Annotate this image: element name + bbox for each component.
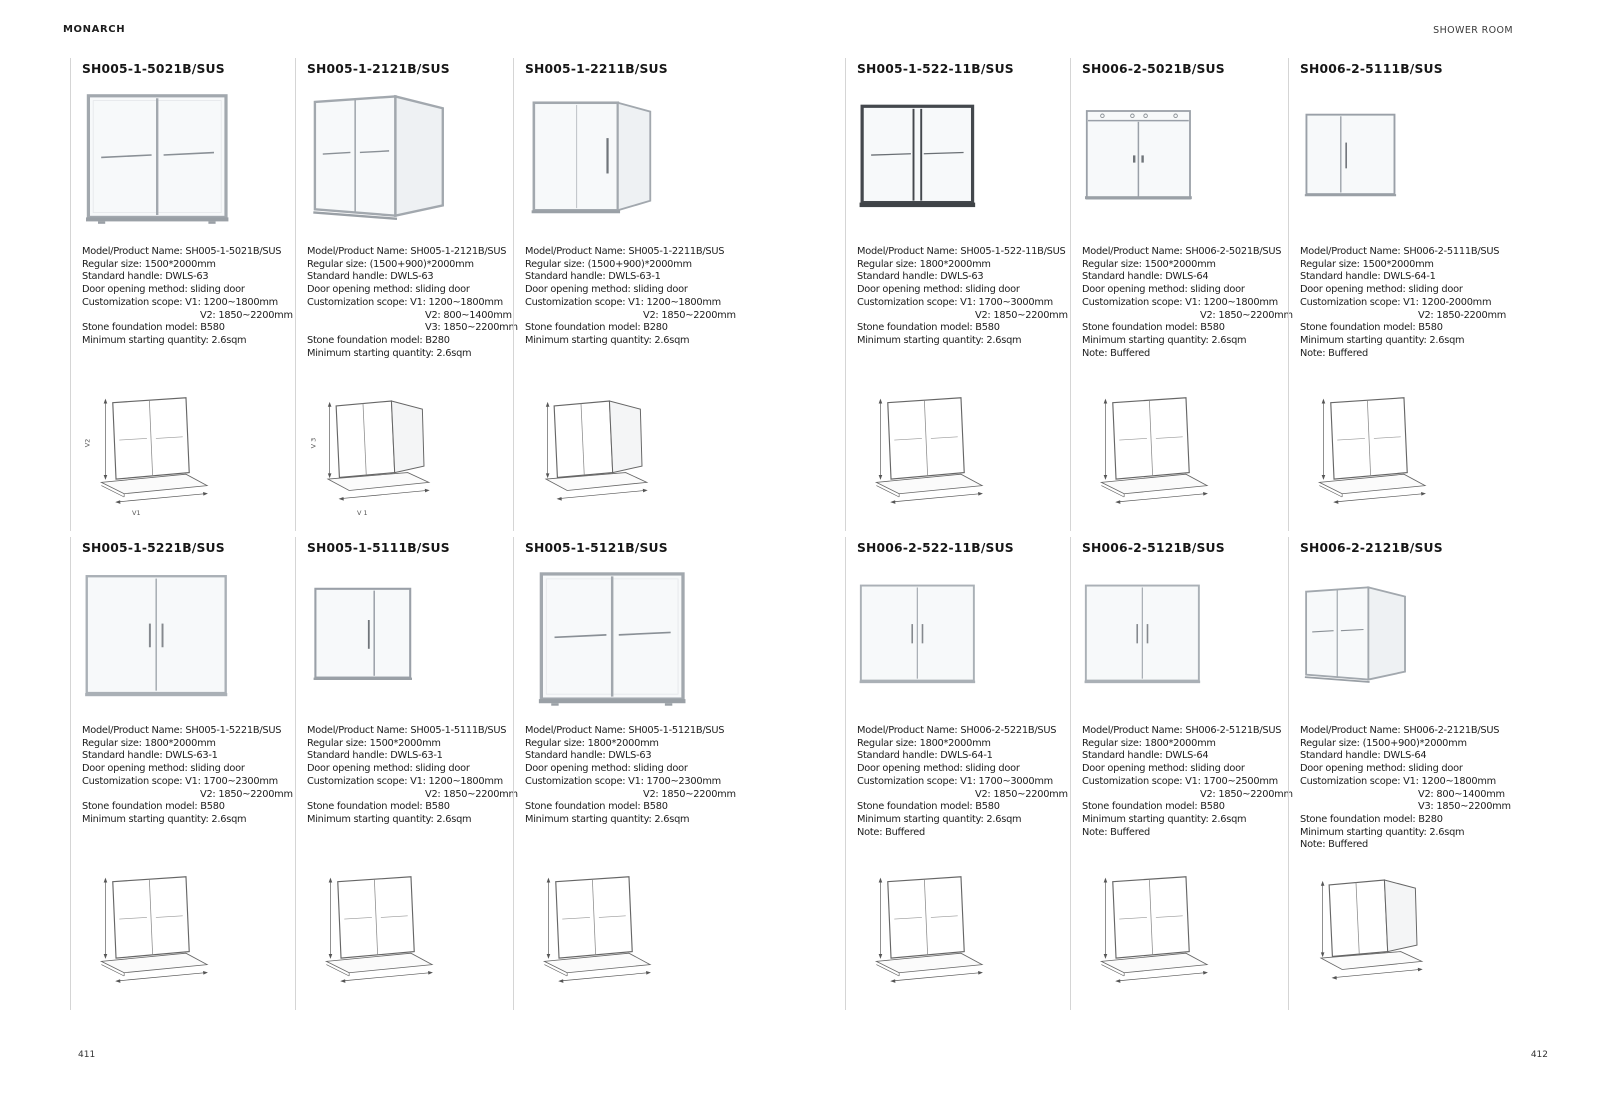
dimension-diagram-drawing	[90, 862, 212, 994]
spec-line: Customization scope: V1: 1200~1800mm	[307, 775, 503, 787]
spec-line: Customization scope: V1: 1700~3000mm	[857, 775, 1053, 787]
shower-door-drawing	[1300, 569, 1416, 701]
spec-line: Model/Product Name: SH005-1-5121B/SUS	[525, 725, 725, 736]
spec-line: V2: 1850~2200mm	[975, 788, 1068, 800]
spec-line: Regular size: 1800*2000mm	[1082, 737, 1216, 749]
spec-line: Note: Buffered	[1082, 347, 1151, 359]
spec-line: Door opening method: sliding door	[1082, 284, 1245, 296]
dimension-diagram-drawing	[1308, 383, 1430, 515]
spec-line: Standard handle: DWLS-63-1	[525, 271, 661, 283]
spec-line: Regular size: 1500*2000mm	[82, 258, 216, 270]
spec-line: Regular size: 1800*2000mm	[82, 737, 216, 749]
page-number-right: 412	[1530, 1050, 1548, 1060]
shower-door-drawing	[1300, 90, 1402, 222]
spec-line: V2: 1850~2200mm	[975, 309, 1068, 321]
diagram-width-label: V 1	[357, 509, 368, 517]
product-title: SH005-1-2121B/SUS	[307, 62, 450, 76]
product-figure	[1082, 85, 1282, 244]
product-specs	[307, 723, 518, 856]
spec-line: V2: 1850~2200mm	[200, 788, 293, 800]
product-figure	[857, 564, 1064, 723]
product-title: SH006-2-522-11B/SUS	[857, 541, 1014, 555]
product-title: SH006-2-5111B/SUS	[1300, 62, 1443, 76]
spec-line: Model/Product Name: SH005-1-5111B/SUS	[307, 725, 507, 736]
spec-line: Note: Buffered	[857, 826, 926, 838]
spec-line: Customization scope: V1: 1200~1800mm	[1082, 296, 1278, 308]
product-title: SH006-2-5021B/SUS	[1082, 62, 1225, 76]
spec-line: Model/Product Name: SH005-1-522-11B/SUS	[857, 246, 1066, 257]
spec-line: Model/Product Name: SH005-1-2211B/SUS	[525, 246, 725, 257]
product-figure	[1082, 564, 1282, 723]
brand-label: MONARCH	[63, 24, 126, 35]
spec-line: Door opening method: sliding door	[525, 763, 688, 775]
product-dimension-diagram	[857, 856, 1064, 1004]
spec-line: Stone foundation model: B580	[857, 801, 1000, 813]
spec-line: Standard handle: DWLS-64	[1082, 271, 1209, 283]
spec-line: Regular size: 1800*2000mm	[857, 258, 991, 270]
product-title: SH005-1-5111B/SUS	[307, 541, 450, 555]
product-dimension-diagram	[1300, 377, 1545, 525]
spec-line: Standard handle: DWLS-64-1	[1300, 271, 1436, 283]
spec-line: Door opening method: sliding door	[857, 763, 1020, 775]
spec-line: Standard handle: DWLS-63	[857, 271, 984, 283]
page-number-left: 411	[78, 1050, 96, 1060]
product-title: SH006-2-5121B/SUS	[1082, 541, 1225, 555]
product-dimension-diagram	[82, 377, 289, 525]
spec-line: Regular size: (1500+900)*2000mm	[1300, 737, 1467, 749]
product-cell	[70, 537, 295, 1010]
spec-line: Standard handle: DWLS-64-1	[857, 750, 993, 762]
product-cell	[845, 537, 1070, 1010]
product-title: SH005-1-5221B/SUS	[82, 541, 225, 555]
product-specs	[82, 244, 293, 377]
spec-line: Stone foundation model: B580	[1082, 801, 1225, 813]
spec-line: Stone foundation model: B580	[1082, 322, 1225, 334]
product-dimension-diagram	[857, 377, 1064, 525]
product-specs	[857, 244, 1068, 377]
shower-door-drawing	[857, 90, 979, 224]
dimension-diagram-drawing	[90, 383, 212, 515]
product-specs	[857, 723, 1068, 856]
diagram-height-label: V 3	[309, 437, 318, 449]
product-figure	[857, 85, 1064, 244]
spec-line: Minimum starting quantity: 2.6sqm	[857, 334, 1022, 346]
spec-line: Minimum starting quantity: 2.6sqm	[307, 813, 472, 825]
spec-line: Standard handle: DWLS-63	[82, 271, 209, 283]
spec-line: Regular size: 1800*2000mm	[857, 737, 991, 749]
dimension-diagram-drawing	[315, 383, 437, 515]
spec-line: Minimum starting quantity: 2.6sqm	[82, 334, 247, 346]
product-title: SH006-2-2121B/SUS	[1300, 541, 1443, 555]
product-figure	[82, 564, 289, 723]
spec-line: Door opening method: sliding door	[1300, 284, 1463, 296]
spec-line: Customization scope: V1: 1200~1800mm	[1300, 775, 1496, 787]
spec-line: Regular size: (1500+900)*2000mm	[525, 258, 692, 270]
spec-line: Model/Product Name: SH006-2-5221B/SUS	[857, 725, 1057, 736]
product-cell	[70, 58, 295, 531]
spec-line: Stone foundation model: B280	[1300, 813, 1443, 825]
spec-line: Minimum starting quantity: 2.6sqm	[525, 813, 690, 825]
spec-line: Regular size: 1500*2000mm	[1300, 258, 1434, 270]
spec-line: Stone foundation model: B580	[857, 322, 1000, 334]
spec-line: Model/Product Name: SH006-2-5021B/SUS	[1082, 246, 1282, 257]
spec-line: Standard handle: DWLS-64	[1082, 750, 1209, 762]
dimension-diagram-drawing	[533, 862, 655, 994]
product-title: SH005-1-522-11B/SUS	[857, 62, 1014, 76]
spec-line: Door opening method: sliding door	[1300, 763, 1463, 775]
spec-line: Door opening method: sliding door	[307, 763, 470, 775]
spec-line: Standard handle: DWLS-63-1	[307, 750, 443, 762]
product-cell	[1070, 537, 1293, 1010]
spec-line: Stone foundation model: B580	[82, 801, 225, 813]
product-cell	[295, 537, 518, 1010]
shower-door-drawing	[525, 90, 665, 226]
shower-door-drawing	[525, 569, 701, 709]
spec-line: Stone foundation model: B580	[82, 322, 225, 334]
spec-line: Minimum starting quantity: 2.6sqm	[857, 813, 1022, 825]
diagram-height-label: V2	[83, 438, 92, 448]
spec-line: Regular size: 1500*2000mm	[307, 737, 441, 749]
spec-line: Minimum starting quantity: 2.6sqm	[1300, 334, 1465, 346]
spec-line: Customization scope: V1: 1200~1800mm	[307, 296, 503, 308]
spec-line: V2: 800~1400mm	[425, 309, 512, 321]
product-dimension-diagram	[525, 856, 770, 1004]
spec-line: Door opening method: sliding door	[1082, 763, 1245, 775]
dimension-diagram-drawing	[865, 862, 987, 994]
product-specs	[525, 723, 770, 856]
shower-door-drawing	[82, 569, 232, 705]
product-specs	[82, 723, 293, 856]
spec-line: Stone foundation model: B580	[525, 801, 668, 813]
product-cell	[1288, 537, 1551, 1010]
product-cell	[1070, 58, 1293, 531]
spec-line: V3: 1850~2200mm	[425, 322, 518, 334]
product-cell	[1288, 58, 1551, 531]
spec-line: Model/Product Name: SH006-2-5121B/SUS	[1082, 725, 1282, 736]
dimension-diagram-drawing	[315, 862, 437, 994]
dimension-diagram-drawing	[533, 383, 655, 515]
spec-line: Customization scope: V1: 1200~1800mm	[82, 296, 278, 308]
spec-line: V2: 1850~2200mm	[200, 309, 293, 321]
product-cell	[513, 537, 776, 1010]
product-figure	[82, 85, 289, 244]
product-figure	[1300, 85, 1545, 244]
dimension-diagram-drawing	[1090, 383, 1212, 515]
product-title: SH005-1-2211B/SUS	[525, 62, 668, 76]
spec-line: Model/Product Name: SH006-2-5111B/SUS	[1300, 246, 1500, 257]
spec-line: Door opening method: sliding door	[82, 763, 245, 775]
product-dimension-diagram	[525, 377, 770, 525]
spec-line: Standard handle: DWLS-63-1	[82, 750, 218, 762]
dimension-diagram-drawing	[1308, 862, 1430, 994]
spec-line: Note: Buffered	[1082, 826, 1151, 838]
spec-line: Model/Product Name: SH006-2-2121B/SUS	[1300, 725, 1500, 736]
spec-line: V2: 1850~2200mm	[1200, 788, 1293, 800]
product-figure	[525, 564, 770, 723]
spec-line: V2: 1850~2200mm	[425, 788, 518, 800]
product-cell	[295, 58, 518, 531]
shower-door-drawing	[1082, 90, 1196, 222]
spec-line: Door opening method: sliding door	[307, 284, 470, 296]
shower-door-drawing	[307, 569, 421, 701]
spec-line: Stone foundation model: B280	[307, 334, 450, 346]
spec-line: Regular size: 1500*2000mm	[1082, 258, 1216, 270]
product-title: SH005-1-5021B/SUS	[82, 62, 225, 76]
spec-line: Minimum starting quantity: 2.6sqm	[525, 334, 690, 346]
spec-line: Minimum starting quantity: 2.6sqm	[1082, 334, 1247, 346]
spec-line: Standard handle: DWLS-63	[525, 750, 652, 762]
spec-line: Stone foundation model: B280	[525, 322, 668, 334]
product-figure	[307, 85, 507, 244]
spec-line: Model/Product Name: SH005-1-2121B/SUS	[307, 246, 507, 257]
spec-line: Minimum starting quantity: 2.6sqm	[82, 813, 247, 825]
spec-line: Minimum starting quantity: 2.6sqm	[1082, 813, 1247, 825]
product-specs	[1300, 723, 1545, 856]
product-specs	[1300, 244, 1545, 377]
product-figure	[307, 564, 507, 723]
spec-line: Customization scope: V1: 1200~1800mm	[525, 296, 721, 308]
spec-line: Door opening method: sliding door	[525, 284, 688, 296]
spec-line: V2: 800~1400mm	[1418, 788, 1505, 800]
spec-line: Regular size: 1800*2000mm	[525, 737, 659, 749]
spec-line: Standard handle: DWLS-63	[307, 271, 434, 283]
product-specs	[1082, 244, 1293, 377]
shower-door-drawing	[1082, 569, 1204, 701]
dimension-diagram-drawing	[865, 383, 987, 515]
product-cell	[845, 58, 1070, 531]
spec-line: V2: 1850-2200mm	[1418, 309, 1507, 321]
spec-line: Door opening method: sliding door	[857, 284, 1020, 296]
product-cell	[513, 58, 776, 531]
product-figure	[1300, 564, 1545, 723]
product-dimension-diagram	[1082, 377, 1282, 525]
product-dimension-diagram	[1300, 856, 1545, 1004]
section-label: SHOWER ROOM	[1433, 25, 1513, 36]
product-specs	[307, 244, 518, 377]
spec-line: Minimum starting quantity: 2.6sqm	[307, 347, 472, 359]
spec-line: Stone foundation model: B580	[307, 801, 450, 813]
product-figure	[525, 85, 770, 244]
spec-line: Stone foundation model: B580	[1300, 322, 1443, 334]
spec-line: Customization scope: V1: 1200-2000mm	[1300, 296, 1492, 308]
product-specs	[525, 244, 770, 377]
spec-line: Customization scope: V1: 1700~2300mm	[82, 775, 278, 787]
spec-line: Standard handle: DWLS-64	[1300, 750, 1427, 762]
spec-line: V3: 1850~2200mm	[1418, 801, 1511, 813]
spec-line: Minimum starting quantity: 2.6sqm	[1300, 826, 1465, 838]
product-dimension-diagram	[307, 856, 507, 1004]
shower-door-drawing	[82, 90, 234, 228]
spec-line: Model/Product Name: SH005-1-5221B/SUS	[82, 725, 282, 736]
product-specs	[1082, 723, 1293, 856]
spec-line: Note: Buffered	[1300, 347, 1369, 359]
product-title: SH005-1-5121B/SUS	[525, 541, 668, 555]
catalog-page-left	[70, 58, 776, 1010]
spec-line: V2: 1850~2200mm	[1200, 309, 1293, 321]
catalog-page-right	[845, 58, 1551, 1010]
spec-line: V2: 1850~2200mm	[643, 309, 736, 321]
spec-line: Model/Product Name: SH005-1-5021B/SUS	[82, 246, 282, 257]
product-dimension-diagram	[307, 377, 507, 525]
spec-line: Note: Buffered	[1300, 839, 1369, 851]
product-dimension-diagram	[82, 856, 289, 1004]
dimension-diagram-drawing	[1090, 862, 1212, 994]
spec-line: Door opening method: sliding door	[82, 284, 245, 296]
shower-door-drawing	[307, 90, 457, 226]
spec-line: V2: 1850~2200mm	[643, 788, 736, 800]
product-dimension-diagram	[1082, 856, 1282, 1004]
shower-door-drawing	[857, 569, 979, 701]
spec-line: Customization scope: V1: 1700~3000mm	[857, 296, 1053, 308]
spec-line: Customization scope: V1: 1700~2500mm	[1082, 775, 1278, 787]
spec-line: Regular size: (1500+900)*2000mm	[307, 258, 474, 270]
spec-line: Customization scope: V1: 1700~2300mm	[525, 775, 721, 787]
diagram-width-label: V1	[132, 509, 141, 517]
